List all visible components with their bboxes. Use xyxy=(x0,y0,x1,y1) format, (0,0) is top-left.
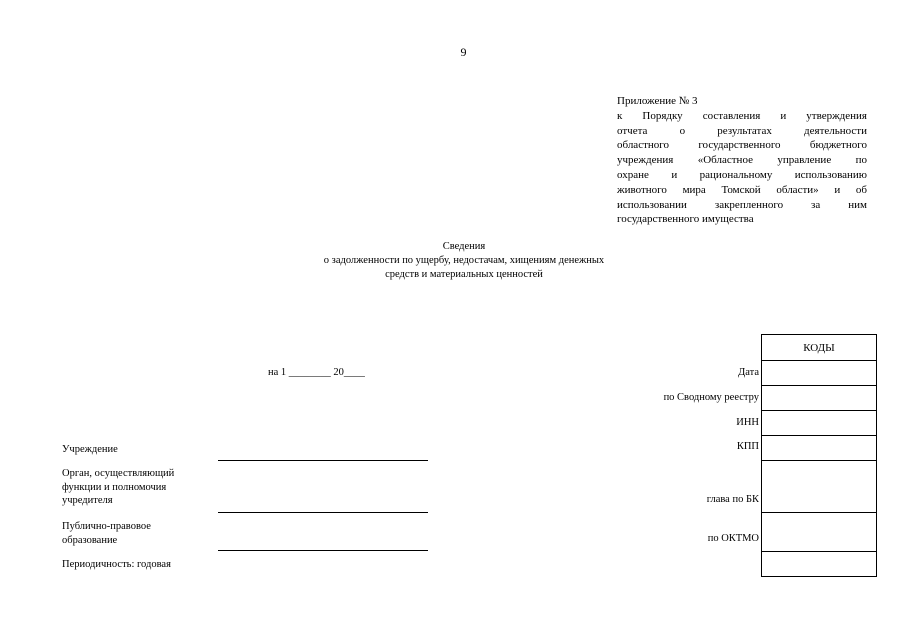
appendix-line: Приложение № 3 xyxy=(617,95,698,107)
chapter-code-cell[interactable] xyxy=(762,461,877,513)
codes-header: КОДЫ xyxy=(762,335,877,361)
kpp-code-cell[interactable] xyxy=(762,436,877,461)
institution-label: Учреждение xyxy=(62,444,118,455)
appendix-line: областного государственного бюджетного xyxy=(617,139,867,152)
organ-label xyxy=(62,467,174,508)
oktmo-code-cell[interactable] xyxy=(762,513,877,552)
organ-label-line: функции и полномочия xyxy=(62,481,167,493)
public-entity-label-line: образование xyxy=(62,534,118,546)
public-entity-label-line: Публично-правовое xyxy=(62,521,151,532)
appendix-line: государственного имущества xyxy=(617,213,754,226)
public-entity-label xyxy=(62,520,151,547)
registry-label: по Сводному реестру xyxy=(663,392,759,403)
organ-label-line: Орган, осуществляющий xyxy=(62,468,175,479)
inn-code-cell[interactable] xyxy=(762,411,877,436)
appendix-line: отчета о результатах деятельности xyxy=(617,124,867,137)
institution-field[interactable] xyxy=(218,460,428,461)
document-title xyxy=(280,240,648,282)
periodicity-code-cell[interactable] xyxy=(762,552,877,577)
organ-field[interactable] xyxy=(218,512,428,513)
codes-table xyxy=(761,334,877,577)
appendix-line: животного мира Томской области» и об xyxy=(617,183,867,196)
registry-code-cell[interactable] xyxy=(762,386,877,411)
appendix-line: учреждения «Областное управление по xyxy=(617,154,867,167)
oktmo-label: по ОКТМО xyxy=(707,533,759,544)
chapter-label: глава по БК xyxy=(706,494,759,505)
date-code-cell[interactable] xyxy=(762,361,877,386)
report-date-line: на 1 ________ 20____ xyxy=(268,367,365,378)
title-line: о задолженности по ущербу, недостачам, хищениям денежных xyxy=(323,255,605,266)
appendix-note xyxy=(617,94,867,227)
kpp-label: КПП xyxy=(736,441,759,452)
title-line: средств и материальных ценностей xyxy=(385,269,543,280)
public-entity-field[interactable] xyxy=(218,550,428,551)
appendix-line: к Порядку составления и утверждения xyxy=(617,109,867,122)
periodicity-label: Периодичность: годовая xyxy=(62,559,171,570)
appendix-line: использовании закрепленного за ним xyxy=(617,198,867,211)
inn-label: ИНН xyxy=(736,417,759,428)
date-label: Дата xyxy=(738,367,759,378)
title-line: Сведения xyxy=(442,241,486,252)
appendix-line: охране и рациональному использованию xyxy=(617,168,867,181)
page-number: 9 xyxy=(460,45,467,59)
organ-label-line: учредителя xyxy=(62,495,113,506)
